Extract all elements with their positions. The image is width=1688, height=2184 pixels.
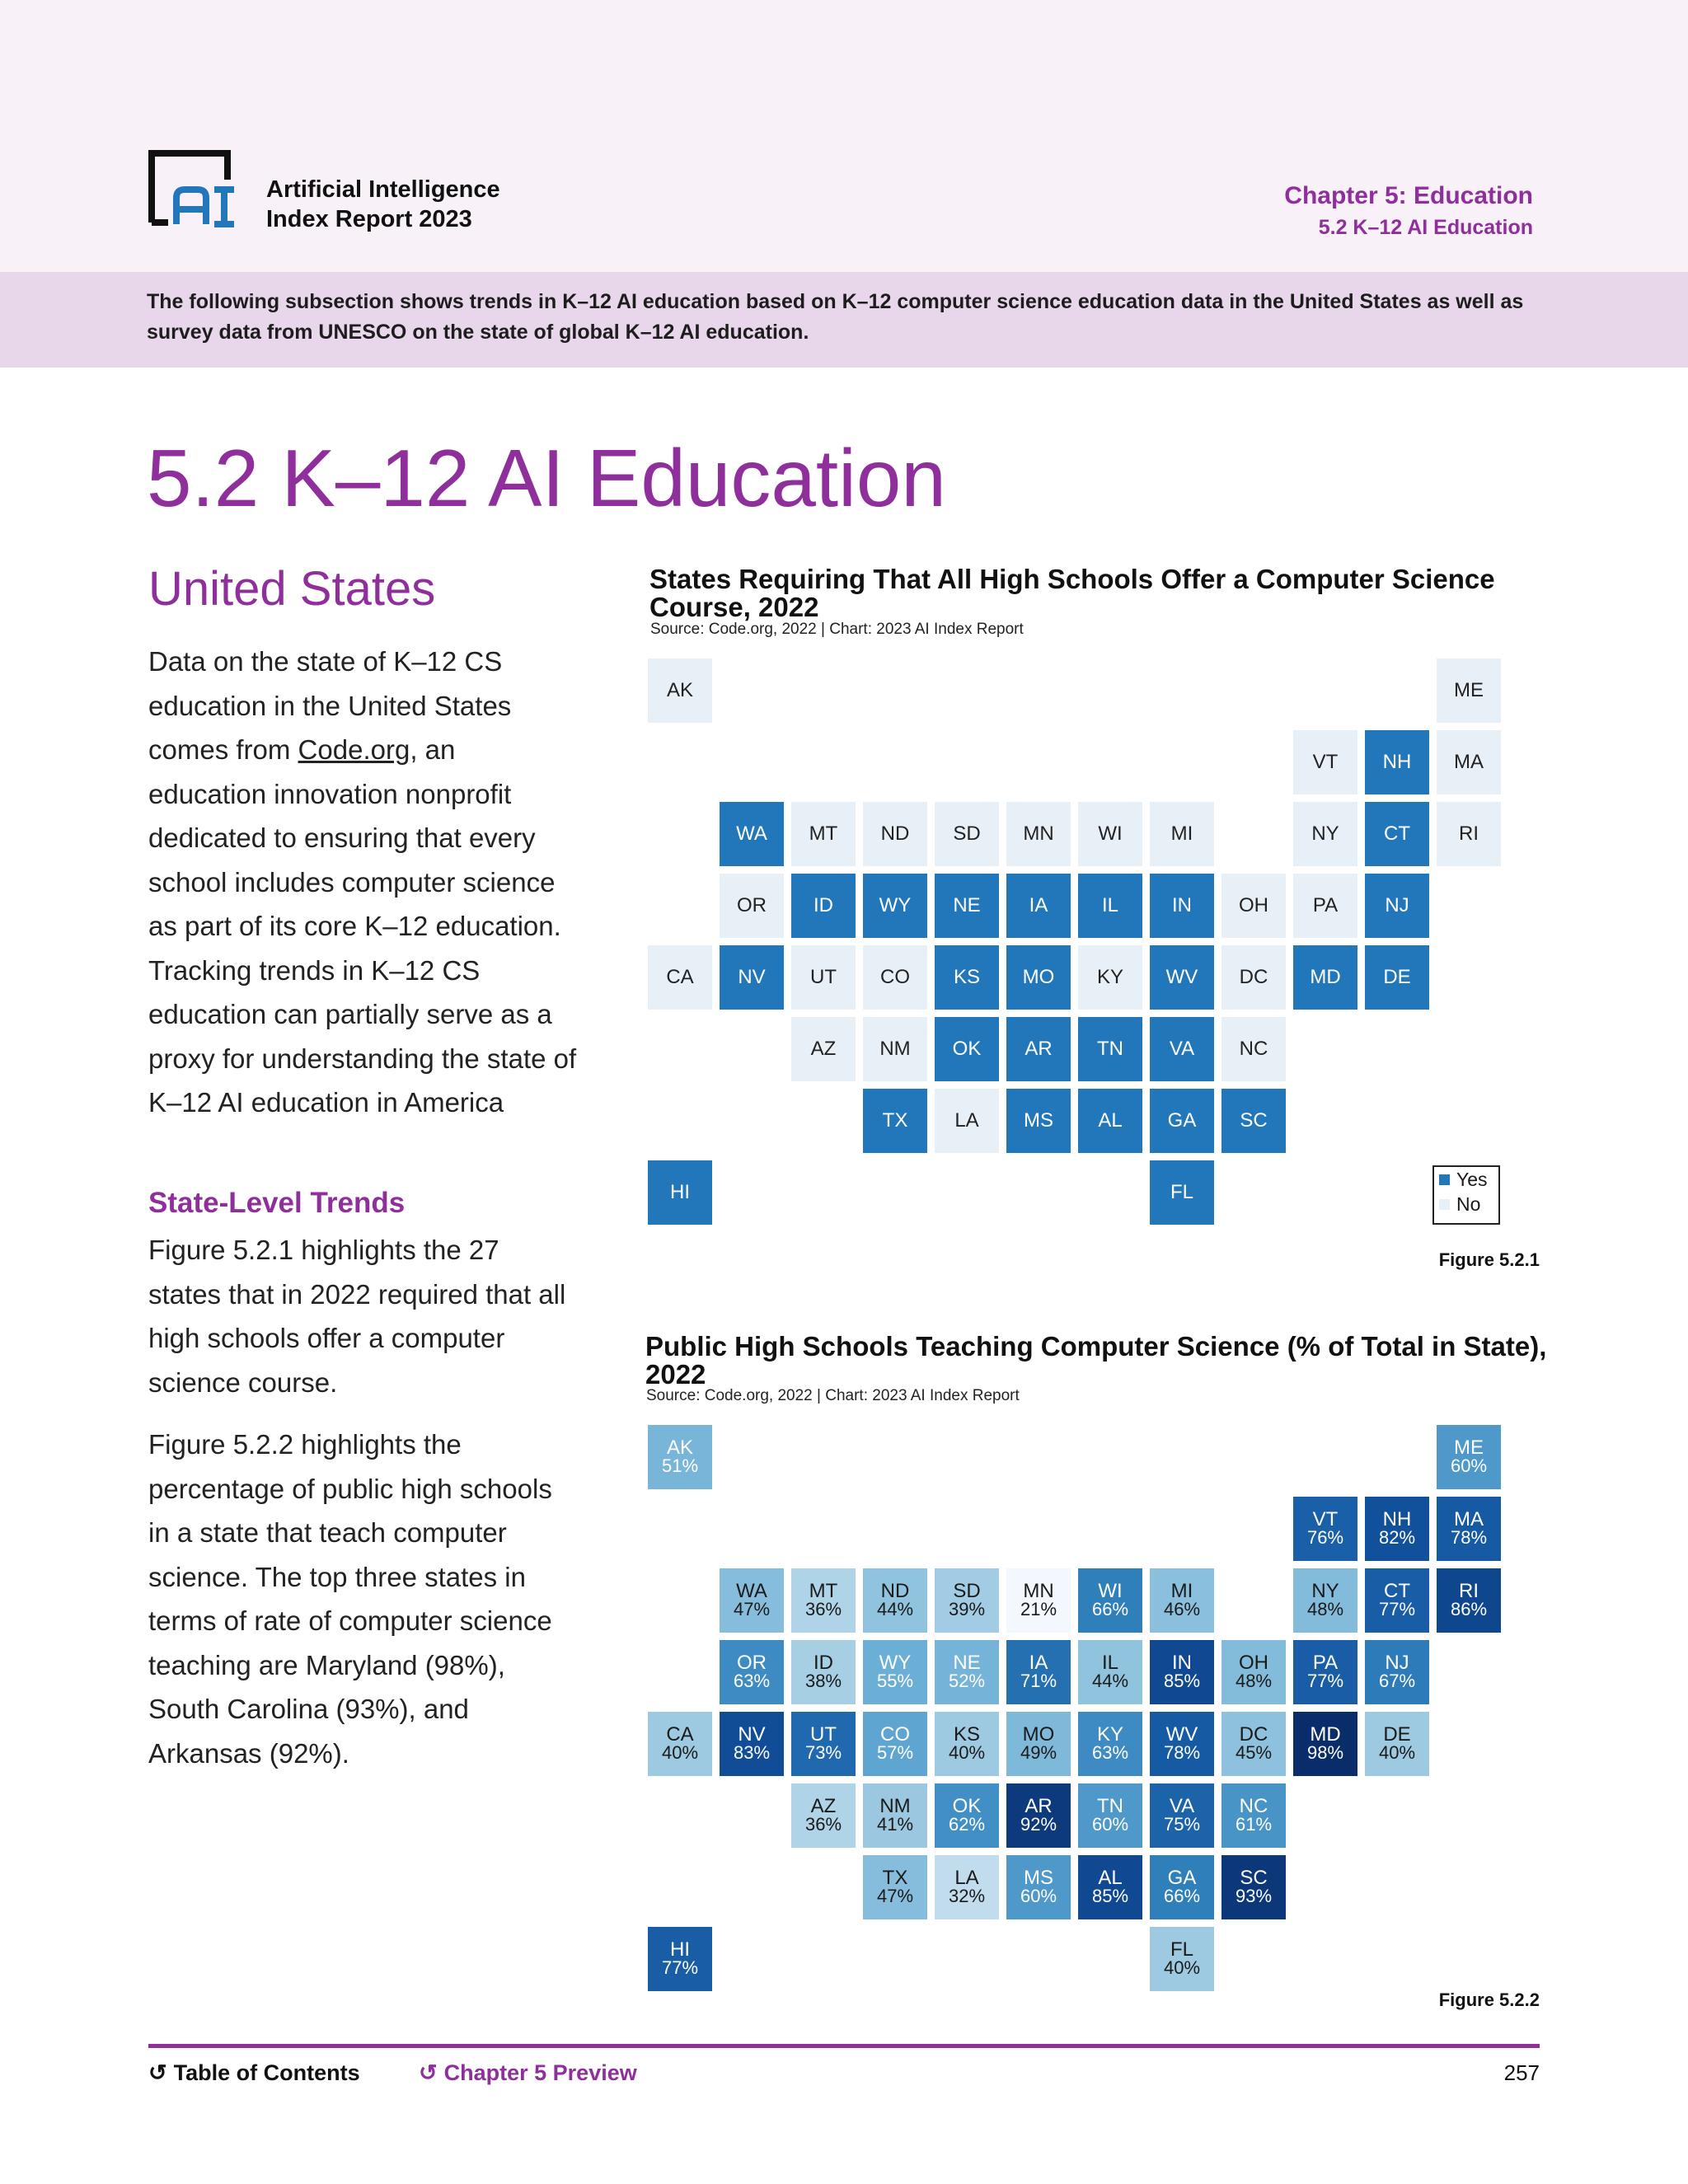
state-tile-id	[791, 1640, 856, 1704]
state-tile-ga	[1150, 1089, 1214, 1153]
state-tile-de	[1365, 945, 1429, 1010]
state-tile-ct	[1365, 802, 1429, 866]
state-label: WI	[1098, 823, 1123, 845]
state-label: TX	[882, 1867, 908, 1889]
state-label: NC	[1239, 1795, 1268, 1817]
state-percent: 48%	[1235, 1671, 1273, 1691]
state-percent: 47%	[733, 1599, 771, 1619]
fig1-number: Figure 5.2.1	[1438, 1249, 1540, 1270]
brand-line-1: Artificial Intelligence	[266, 176, 500, 203]
state-label: WV	[1165, 966, 1198, 988]
state-label: AK	[666, 679, 693, 701]
chapter-preview-label: Chapter 5 Preview	[443, 2060, 637, 2085]
state-label: CA	[666, 1723, 694, 1746]
state-label: GA	[1167, 1867, 1197, 1889]
state-label: SC	[1240, 1867, 1268, 1889]
state-tile-tn	[1078, 1783, 1142, 1848]
legend-no-label: No	[1456, 1193, 1481, 1215]
table-of-contents-link[interactable]	[148, 2060, 360, 2086]
state-tile-fl	[1150, 1160, 1214, 1225]
state-tile-ma	[1437, 1497, 1501, 1561]
state-tile-mn	[1006, 802, 1071, 866]
state-percent: 83%	[733, 1742, 771, 1763]
state-label: AL	[1098, 1109, 1123, 1132]
state-label: MS	[1024, 1867, 1053, 1889]
state-tile-me	[1437, 1425, 1501, 1489]
state-tile-ok	[935, 1017, 999, 1081]
state-percent: 32%	[948, 1886, 986, 1906]
state-label: MA	[1454, 1508, 1484, 1530]
state-tile-sc	[1221, 1089, 1286, 1153]
state-tile-wy	[863, 1640, 927, 1704]
state-label: RI	[1459, 1580, 1479, 1602]
state-label: MI	[1170, 1580, 1193, 1602]
state-tile-ar	[1006, 1017, 1071, 1081]
state-label: GA	[1167, 1109, 1197, 1132]
state-label: ND	[880, 823, 910, 845]
fig2-title-line-1: Public High Schools Teaching Computer Science (% of Total in State),	[645, 1331, 1547, 1361]
state-tile-fl	[1150, 1927, 1214, 1991]
footer-divider	[148, 2044, 1540, 2048]
state-label: FL	[1170, 1938, 1193, 1961]
state-percent: 40%	[1163, 1957, 1201, 1978]
state-label: SC	[1240, 1109, 1268, 1132]
state-label: CT	[1384, 823, 1410, 845]
return-arrow-icon: ↺	[419, 2060, 438, 2085]
state-tile-ks	[935, 945, 999, 1010]
state-label: TX	[882, 1109, 908, 1132]
state-tile-tx	[863, 1855, 927, 1919]
state-tile-sd	[935, 802, 999, 866]
state-label: IL	[1101, 894, 1118, 916]
body-paragraph-1	[148, 640, 577, 1125]
state-label: NH	[1382, 1508, 1412, 1530]
fig1-title-line-2: Course, 2022	[649, 592, 819, 622]
legend-yes	[1434, 1167, 1498, 1192]
intro-text: The following subsection shows trends in K–12 AI education based on K–12 computer science education data in the United States as well as survey data from UNESCO on the state of global K–12 AI education.	[147, 290, 1524, 344]
state-tile-oh	[1221, 874, 1286, 938]
state-percent: 63%	[733, 1671, 771, 1691]
state-tile-wy	[863, 874, 927, 938]
state-tile-vt	[1293, 730, 1357, 794]
state-percent: 85%	[1163, 1671, 1201, 1691]
state-label: WY	[879, 894, 912, 916]
state-tile-mt	[791, 802, 856, 866]
state-label: AZ	[810, 1795, 837, 1817]
state-tile-nv	[720, 945, 784, 1010]
state-label: AK	[666, 1436, 693, 1459]
state-label: PA	[1312, 1652, 1339, 1674]
section-title: United States	[148, 562, 436, 616]
state-label: VT	[1312, 1508, 1339, 1530]
state-label: NM	[879, 1795, 911, 1817]
state-label: AL	[1098, 1867, 1123, 1889]
state-label: MO	[1022, 1723, 1055, 1746]
state-tile-al	[1078, 1855, 1142, 1919]
state-tile-ar	[1006, 1783, 1071, 1848]
state-percent: 40%	[1378, 1742, 1416, 1763]
state-tile-la	[935, 1089, 999, 1153]
state-tile-ky	[1078, 945, 1142, 1010]
state-tile-pa	[1293, 1640, 1357, 1704]
state-tile-sd	[935, 1568, 999, 1633]
state-label: NY	[1311, 1580, 1339, 1602]
state-percent: 73%	[804, 1742, 842, 1763]
state-tile-mn	[1006, 1568, 1071, 1633]
state-tile-il	[1078, 874, 1142, 938]
state-percent: 93%	[1235, 1886, 1273, 1906]
state-tile-de	[1365, 1712, 1429, 1776]
state-label: KS	[953, 1723, 980, 1746]
state-percent: 55%	[876, 1671, 914, 1691]
return-arrow-icon: ↺	[148, 2060, 167, 2085]
state-percent: 36%	[804, 1599, 842, 1619]
state-percent: 77%	[661, 1957, 699, 1978]
state-tile-wa	[720, 1568, 784, 1633]
state-label: HI	[670, 1938, 690, 1961]
state-label: WA	[736, 1580, 767, 1602]
body-paragraph-3: Figure 5.2.2 highlights the percentage of public high schools in a state that teach computer science. The top three states in terms of rate of computer science teaching are Maryland (98%), South Carolina (93%), and Arkansas (92%).	[148, 1429, 552, 1769]
state-tile-nj	[1365, 1640, 1429, 1704]
state-label: TN	[1097, 1795, 1123, 1817]
state-tile-mo	[1006, 1712, 1071, 1776]
state-percent: 38%	[804, 1671, 842, 1691]
state-percent: 82%	[1378, 1527, 1416, 1548]
fig1-source: Source: Code.org, 2022 | Chart: 2023 AI Index Report	[650, 621, 1024, 638]
state-tile-vt	[1293, 1497, 1357, 1561]
state-label: ID	[814, 1652, 833, 1674]
toc-label: Table of Contents	[173, 2060, 360, 2085]
state-tile-la	[935, 1855, 999, 1919]
state-label: SD	[953, 823, 981, 845]
state-label: CO	[880, 1723, 910, 1746]
state-percent: 49%	[1020, 1742, 1057, 1763]
state-percent: 85%	[1091, 1886, 1129, 1906]
state-label: OR	[737, 1652, 767, 1674]
state-tile-in	[1150, 1640, 1214, 1704]
state-tile-md	[1293, 945, 1357, 1010]
state-percent: 77%	[1306, 1671, 1344, 1691]
state-tile-wi	[1078, 1568, 1142, 1633]
state-tile-ut	[791, 945, 856, 1010]
state-label: DC	[1239, 966, 1268, 988]
state-label: RI	[1459, 823, 1479, 845]
state-label: NC	[1239, 1038, 1268, 1060]
state-label: NJ	[1385, 894, 1409, 916]
state-tile-or	[720, 1640, 784, 1704]
state-percent: 40%	[661, 1742, 699, 1763]
state-percent: 39%	[948, 1599, 986, 1619]
state-label: DE	[1383, 966, 1411, 988]
report-brand	[266, 175, 500, 234]
chapter-preview-link[interactable]	[419, 2060, 637, 2086]
legend-yes-swatch	[1439, 1174, 1450, 1185]
legend-no-swatch	[1439, 1199, 1450, 1210]
state-tile-ny	[1293, 1568, 1357, 1633]
state-label: KY	[1096, 966, 1123, 988]
state-label: OK	[952, 1795, 982, 1817]
state-tile-nc	[1221, 1783, 1286, 1848]
state-label: PA	[1312, 894, 1339, 916]
state-label: MO	[1022, 966, 1055, 988]
state-label: ME	[1454, 1436, 1484, 1459]
state-tile-ga	[1150, 1855, 1214, 1919]
state-label: IA	[1029, 1652, 1048, 1674]
state-label: FL	[1170, 1181, 1193, 1203]
state-label: ME	[1454, 679, 1484, 701]
page-title: 5.2 K–12 AI Education	[147, 433, 946, 523]
state-tile-ia	[1006, 1640, 1071, 1704]
state-percent: 77%	[1378, 1599, 1416, 1619]
state-tile-ne	[935, 1640, 999, 1704]
state-label: IL	[1101, 1652, 1118, 1674]
state-label: MI	[1170, 823, 1193, 845]
state-tile-co	[863, 1712, 927, 1776]
fig1-legend	[1432, 1165, 1500, 1225]
state-percent: 60%	[1091, 1814, 1129, 1835]
state-tile-az	[791, 1017, 856, 1081]
state-tile-ne	[935, 874, 999, 938]
state-tile-or	[720, 874, 784, 938]
ai-index-logo	[148, 148, 239, 229]
state-percent: 67%	[1378, 1671, 1416, 1691]
state-tile-mt	[791, 1568, 856, 1633]
state-label: NH	[1382, 751, 1412, 773]
state-label: DE	[1383, 1723, 1411, 1746]
state-label: OK	[952, 1038, 982, 1060]
state-label: SD	[953, 1580, 981, 1602]
brand-line-2: Index Report 2023	[266, 206, 472, 232]
state-label: IA	[1029, 894, 1048, 916]
state-label: CT	[1384, 1580, 1410, 1602]
state-tile-ak	[648, 658, 712, 723]
body1-text-a: Data on the state of K–12 CS education in the United States comes from	[148, 646, 512, 765]
state-tile-id	[791, 874, 856, 938]
state-percent: 45%	[1235, 1742, 1273, 1763]
state-tile-ky	[1078, 1712, 1142, 1776]
state-tile-ca	[648, 1712, 712, 1776]
state-tile-nm	[863, 1017, 927, 1081]
state-label: AZ	[810, 1038, 837, 1060]
state-label: VT	[1312, 751, 1339, 773]
state-label: MD	[1310, 966, 1341, 988]
state-label: TN	[1097, 1038, 1123, 1060]
state-percent: 66%	[1163, 1886, 1201, 1906]
state-percent: 71%	[1020, 1671, 1057, 1691]
state-label: MT	[809, 823, 838, 845]
state-tile-tn	[1078, 1017, 1142, 1081]
state-label: MN	[1023, 1580, 1054, 1602]
state-tile-tx	[863, 1089, 927, 1153]
state-tile-mi	[1150, 802, 1214, 866]
state-label: NJ	[1385, 1652, 1409, 1674]
state-tile-ca	[648, 945, 712, 1010]
state-label: MT	[809, 1580, 838, 1602]
state-percent: 63%	[1091, 1742, 1129, 1763]
state-tile-ma	[1437, 730, 1501, 794]
state-label: MN	[1023, 823, 1054, 845]
state-tile-ia	[1006, 874, 1071, 938]
state-percent: 48%	[1306, 1599, 1344, 1619]
state-percent: 36%	[804, 1814, 842, 1835]
state-percent: 62%	[948, 1814, 986, 1835]
state-label: WY	[879, 1652, 912, 1674]
state-label: OR	[737, 894, 767, 916]
state-percent: 52%	[948, 1671, 986, 1691]
fig1-title	[649, 565, 1495, 621]
state-tile-ut	[791, 1712, 856, 1776]
state-label: KS	[953, 966, 980, 988]
fig2-number: Figure 5.2.2	[1438, 1990, 1540, 2010]
state-tile-ri	[1437, 1568, 1501, 1633]
code-org-link[interactable]: Code.org	[298, 734, 410, 765]
state-percent: 78%	[1450, 1527, 1488, 1548]
state-percent: 60%	[1450, 1455, 1488, 1476]
state-label: NV	[738, 966, 766, 988]
state-tile-nm	[863, 1783, 927, 1848]
state-label: OH	[1239, 894, 1268, 916]
state-label: IN	[1172, 894, 1192, 916]
state-tile-nc	[1221, 1017, 1286, 1081]
state-tile-ks	[935, 1712, 999, 1776]
state-percent: 98%	[1306, 1742, 1344, 1763]
state-tile-wi	[1078, 802, 1142, 866]
state-tile-ms	[1006, 1089, 1071, 1153]
state-tile-ms	[1006, 1855, 1071, 1919]
fig2-source: Source: Code.org, 2022 | Chart: 2023 AI Index Report	[646, 1387, 1020, 1404]
state-percent: 57%	[876, 1742, 914, 1763]
state-label: UT	[810, 1723, 837, 1746]
fig2-title-line-2: 2022	[645, 1359, 706, 1390]
body1-text-b: , an education innovation nonprofit dedicated to ensuring that every school includes computer science as part of its core K–12 education. Tracking trends in K–12 CS education can partially serve as a proxy for understanding the state of K–12 AI education in America	[148, 734, 577, 1118]
state-label: CO	[880, 966, 910, 988]
state-label: AR	[1025, 1795, 1053, 1817]
section-subtitle: 5.2 K–12 AI Education	[1318, 216, 1533, 239]
state-percent: 46%	[1163, 1599, 1201, 1619]
state-percent: 78%	[1163, 1742, 1201, 1763]
legend-no	[1434, 1192, 1498, 1216]
state-tile-nh	[1365, 730, 1429, 794]
state-label: AR	[1025, 1038, 1053, 1060]
state-tile-nd	[863, 802, 927, 866]
state-tile-dc	[1221, 1712, 1286, 1776]
state-tile-sc	[1221, 1855, 1286, 1919]
state-tile-oh	[1221, 1640, 1286, 1704]
state-label: NV	[738, 1723, 766, 1746]
state-tile-al	[1078, 1089, 1142, 1153]
state-tile-va	[1150, 1783, 1214, 1848]
state-percent: 61%	[1235, 1814, 1273, 1835]
state-percent: 76%	[1306, 1527, 1344, 1548]
state-label: ID	[814, 894, 833, 916]
state-tile-wv	[1150, 945, 1214, 1010]
state-tile-wv	[1150, 1712, 1214, 1776]
state-tile-nv	[720, 1712, 784, 1776]
state-label: IN	[1172, 1652, 1192, 1674]
state-percent: 41%	[876, 1814, 914, 1835]
state-tile-wa	[720, 802, 784, 866]
state-label: KY	[1096, 1723, 1123, 1746]
state-percent: 92%	[1020, 1814, 1057, 1835]
fig1-title-line-1: States Requiring That All High Schools Offer a Computer Science	[649, 564, 1495, 594]
state-tile-nd	[863, 1568, 927, 1633]
state-tile-dc	[1221, 945, 1286, 1010]
state-tile-hi	[648, 1927, 712, 1991]
state-percent: 40%	[948, 1742, 986, 1763]
state-tile-nj	[1365, 874, 1429, 938]
state-label: NY	[1311, 823, 1339, 845]
state-percent: 44%	[1091, 1671, 1129, 1691]
body-paragraph-2: Figure 5.2.1 highlights the 27 states that in 2022 required that all high schools offer a computer science course.	[148, 1235, 566, 1398]
state-tile-ok	[935, 1783, 999, 1848]
state-tile-ak	[648, 1425, 712, 1489]
state-label: MD	[1310, 1723, 1341, 1746]
state-label: DC	[1239, 1723, 1268, 1746]
state-tile-mi	[1150, 1568, 1214, 1633]
state-tile-il	[1078, 1640, 1142, 1704]
legend-yes-label: Yes	[1456, 1168, 1488, 1190]
state-tile-hi	[648, 1160, 712, 1225]
page-number: 257	[1503, 2060, 1540, 2085]
state-label: CA	[666, 966, 694, 988]
state-label: VA	[1169, 1795, 1195, 1817]
state-label: ND	[880, 1580, 910, 1602]
state-percent: 75%	[1163, 1814, 1201, 1835]
state-percent: 66%	[1091, 1599, 1129, 1619]
state-label: MS	[1024, 1109, 1053, 1132]
state-tile-co	[863, 945, 927, 1010]
state-tile-nh	[1365, 1497, 1429, 1561]
state-label: WA	[736, 823, 767, 845]
fig2-title	[645, 1333, 1546, 1389]
state-tile-pa	[1293, 874, 1357, 938]
state-label: MA	[1454, 751, 1484, 773]
state-percent: 21%	[1020, 1599, 1057, 1619]
state-tile-ct	[1365, 1568, 1429, 1633]
state-tile-az	[791, 1783, 856, 1848]
state-label: LA	[954, 1867, 979, 1889]
state-label: LA	[954, 1109, 979, 1132]
state-tile-mo	[1006, 945, 1071, 1010]
state-tile-ny	[1293, 802, 1357, 866]
state-label: HI	[670, 1181, 690, 1203]
state-percent: 47%	[876, 1886, 914, 1906]
state-label: UT	[810, 966, 837, 988]
state-label: NE	[953, 1652, 981, 1674]
state-label: WV	[1165, 1723, 1198, 1746]
state-label: NE	[953, 894, 981, 916]
state-percent: 86%	[1450, 1599, 1488, 1619]
state-tile-va	[1150, 1017, 1214, 1081]
state-label: NM	[879, 1038, 911, 1060]
chapter-heading	[1284, 180, 1533, 242]
state-tile-md	[1293, 1712, 1357, 1776]
state-tile-me	[1437, 658, 1501, 723]
state-percent: 51%	[661, 1455, 699, 1476]
state-label: VA	[1169, 1038, 1195, 1060]
chapter-title: Chapter 5: Education	[1284, 182, 1533, 209]
state-percent: 60%	[1020, 1886, 1057, 1906]
state-label: WI	[1098, 1580, 1123, 1602]
state-tile-in	[1150, 874, 1214, 938]
subsection-title: State-Level Trends	[148, 1187, 406, 1219]
state-label: OH	[1239, 1652, 1268, 1674]
state-percent: 44%	[876, 1599, 914, 1619]
state-tile-ri	[1437, 802, 1501, 866]
